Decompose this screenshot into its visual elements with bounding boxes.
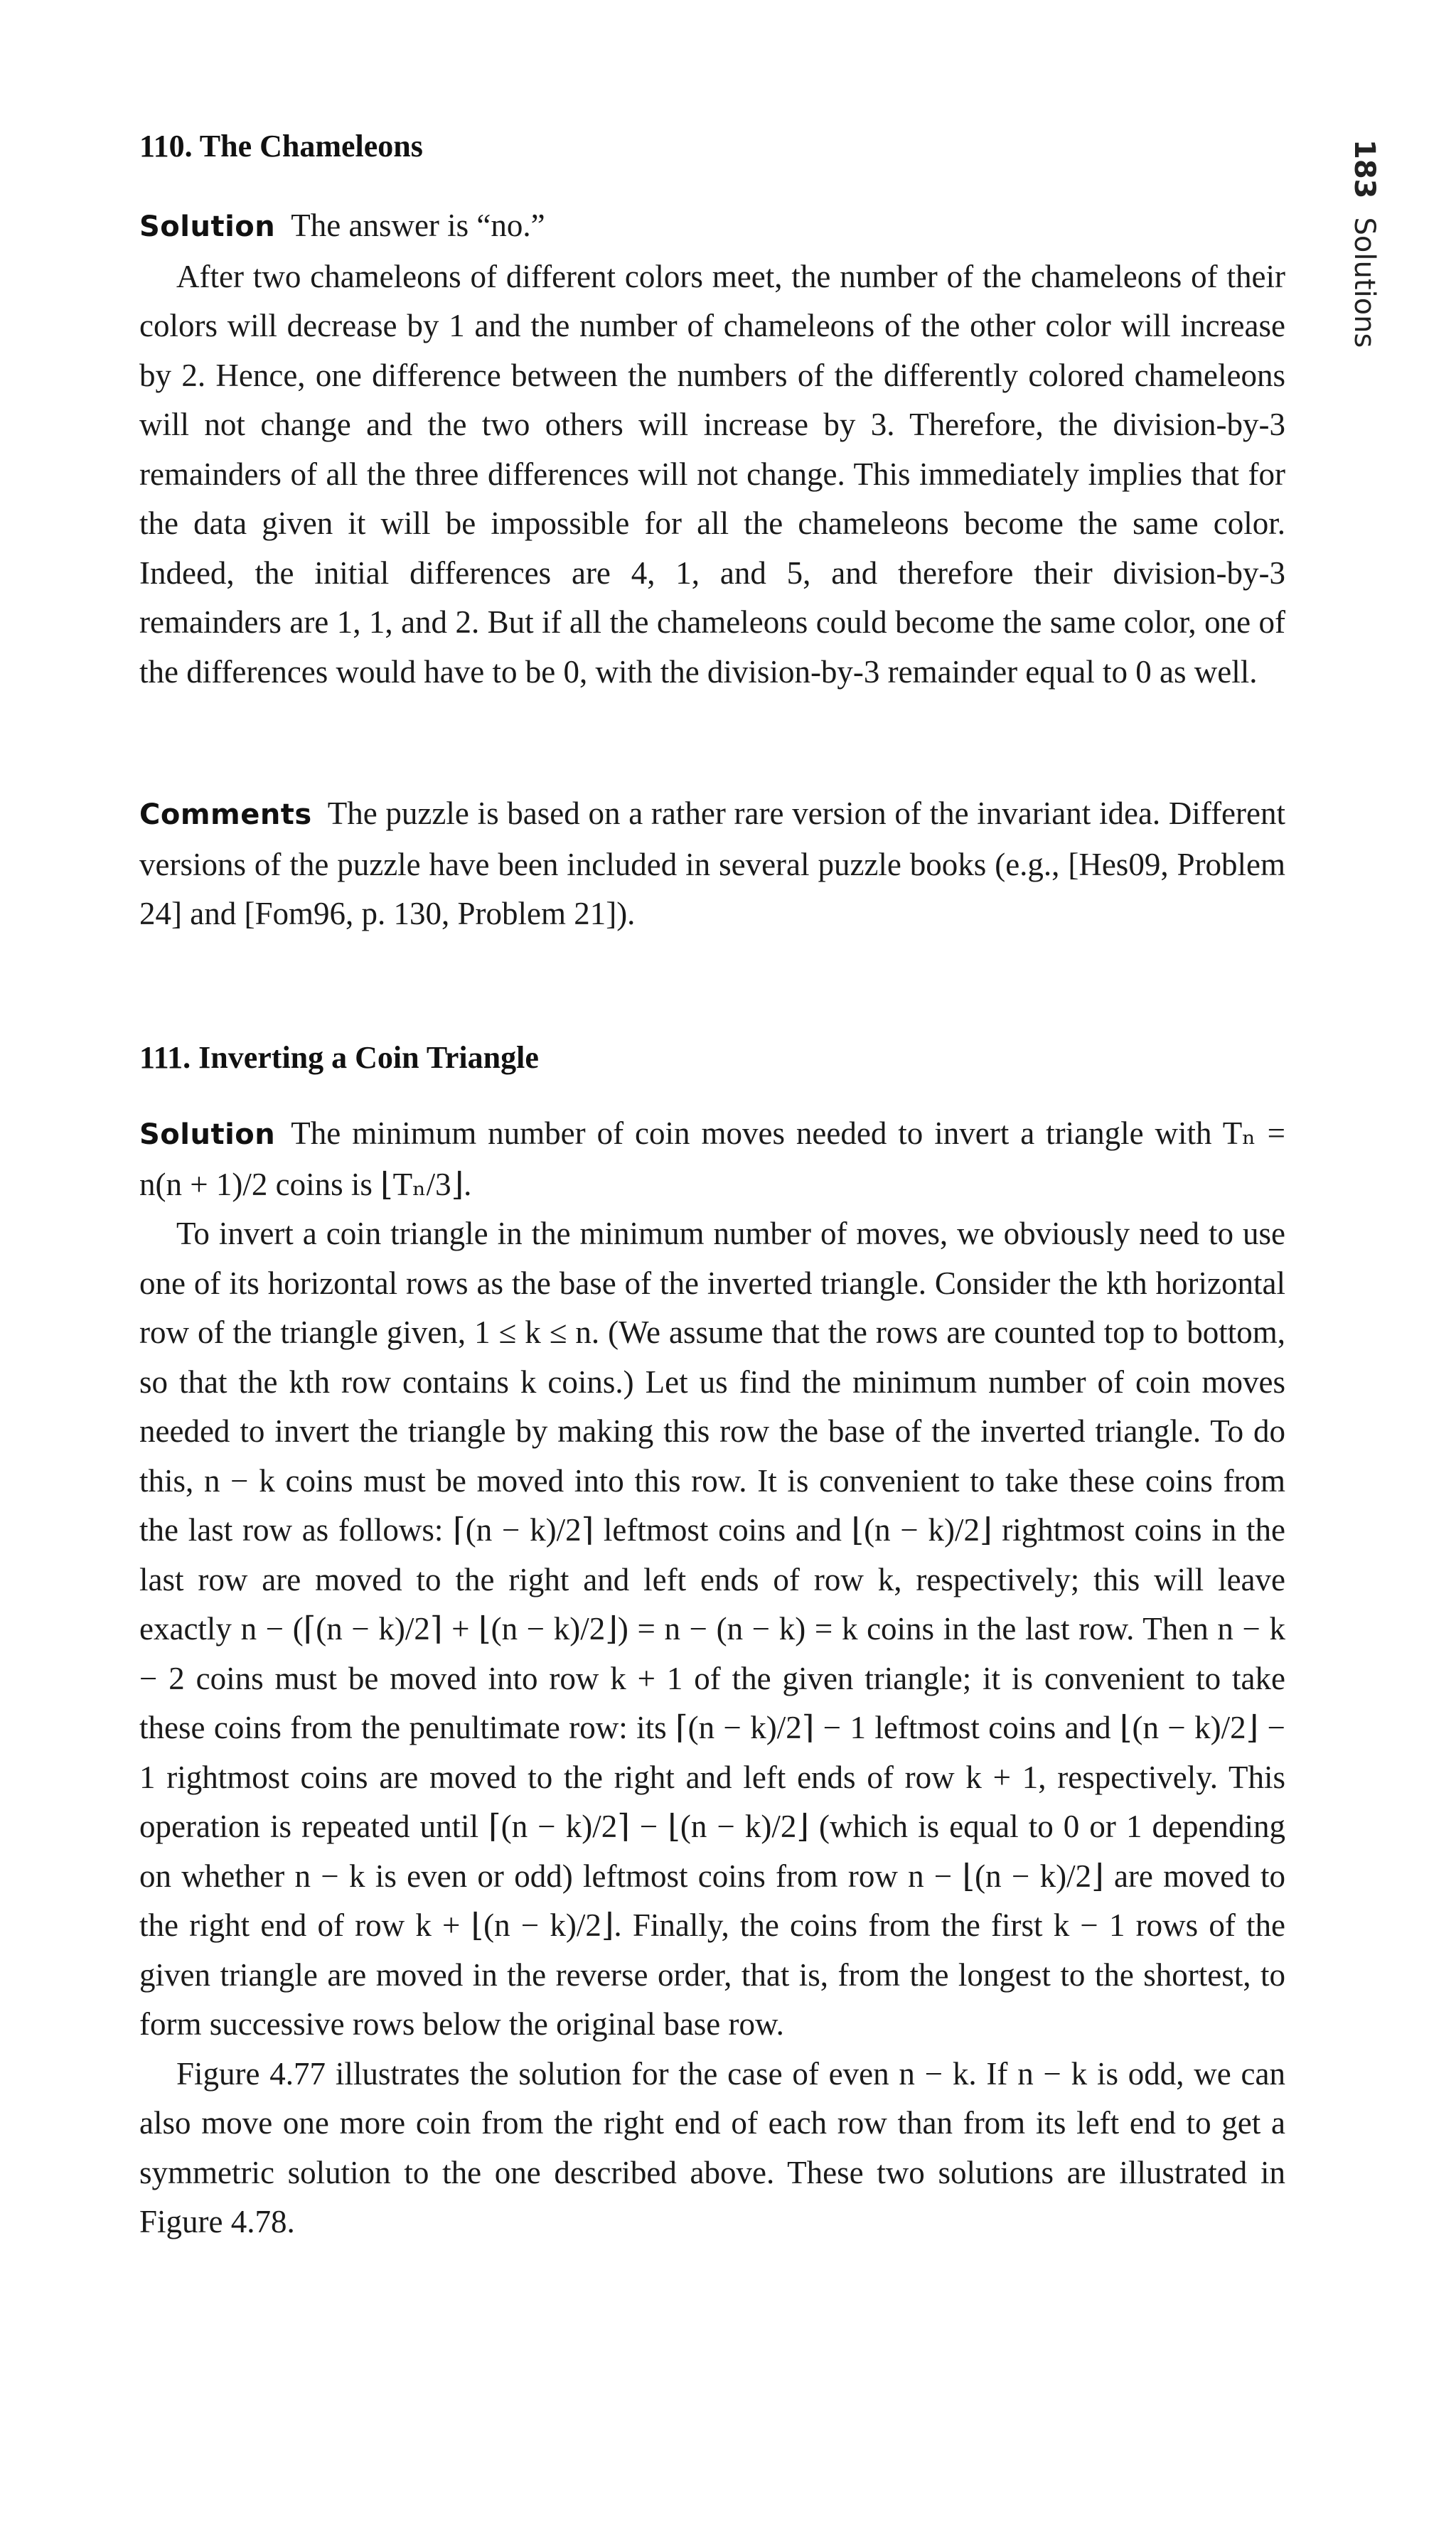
- section-111-paragraph-1: To invert a coin triangle in the minimum number of moves, we obviously need to use one of its horizontal rows as the base of the inverted triangle. Consider the kth horizontal row of the triangle given, 1 ≤ k ≤ n. (We assume that the rows are counted top to bottom, so that the kth row contains k coins.) Let us find the minimum number of coin moves needed to invert the triangle by making this row the base of the inverted triangle. To do this, n − k coins must be moved into this row. It is convenient to take these coins from the last row as follows: ⌈(n − k)/2⌉ leftmost coins and ⌊(n − k)/2⌋ rightmost coins in the last row are moved to the right and left ends of row k, respectively; this will leave exactly n − (⌈(n − k)/2⌉ + ⌊(n − k)/2⌋) = n − (n − k) = k coins in the last row. Then n − k − 2 coins must be moved into row k + 1 of the given triangle; it is convenient to take these coins from the penultimate row: its ⌈(n − k)/2⌉ − 1 leftmost coins and ⌊(n − k)/2⌋ − 1 rightmost coins are moved to the right and left ends of row k + 1, respectively. This operation is repeated until ⌈(n − k)/2⌉ − ⌊(n − k)/2⌋ (which is equal to 0 or 1 depending on whether n − k is even or odd) leftmost coins from row n − ⌊(n − k)/2⌋ are moved to the right end of row k + ⌊(n − k)/2⌋. Finally, the coins from the first k − 1 rows of the given triangle are moved in the reverse order, that is, from the longest to the shortest, to form successive rows below the original base row.: [139, 1216, 1285, 2042]
- section-110-paragraph: After two chameleons of different colors meet, the number of the chameleons of their colors will decrease by 1 and the number of chameleons of the other color will increase by 2. Hence, one difference between the numbers of the differently colored chameleons will not change and the two others will increase by 3. Therefore, the division-by-3 remainders of all the three differences will not change. This immediately implies that for the data given it will be impossible for all the chameleons become the same color. Indeed, the initial differences are 4, 1, and 5, and therefore their division-by-3 remainders are 1, 1, and 2. But if all the chameleons could become the same color, one of the differences would have to be 0, with the division-by-3 remainder equal to 0 as well.: [139, 258, 1285, 690]
- running-head-text: [1348, 139, 1381, 348]
- solution-answer: The minimum number of coin moves needed to invert a triangle with Tₙ = n(n + 1)/2 coins is ⌊Tₙ/3⌋.: [139, 1115, 1285, 1202]
- running-head: [1329, 139, 1386, 367]
- comments-text: The puzzle is based on a rather rare version of the invariant idea. Different versions of the puzzle have been included in several puzzle books (e.g., [Hes09, Problem 24] and [Fom96, p. 130, Problem 21]).: [139, 796, 1285, 931]
- section-110-title: 110. The Chameleons: [139, 129, 423, 164]
- running-head-section: Solutions: [1348, 217, 1381, 348]
- solution-answer: The answer is “no.”: [291, 208, 545, 243]
- section-110-body: [139, 201, 1285, 697]
- comments-paragraph: [139, 789, 1285, 939]
- section-111-paragraph-2: Figure 4.77 illustrates the solution for the case of even n − k. If n − k is odd, we can also move one more coin from the right end of each row than from its left end to get a symmetric solution to the one described above. These two solutions are illustrated in Figure 4.78.: [139, 2055, 1285, 2239]
- section-111-solution: [139, 1109, 1285, 1209]
- solution-label: Solution: [139, 210, 276, 243]
- solution-label: Solution: [139, 1118, 276, 1151]
- comments-label: Comments: [139, 798, 312, 831]
- section-110-solution: [139, 201, 1285, 252]
- section-110-comments: [139, 789, 1285, 939]
- page-number: 183: [1348, 139, 1381, 199]
- section-111-title: 111. Inverting a Coin Triangle: [139, 1040, 539, 1075]
- section-111-body: [139, 1109, 1285, 2247]
